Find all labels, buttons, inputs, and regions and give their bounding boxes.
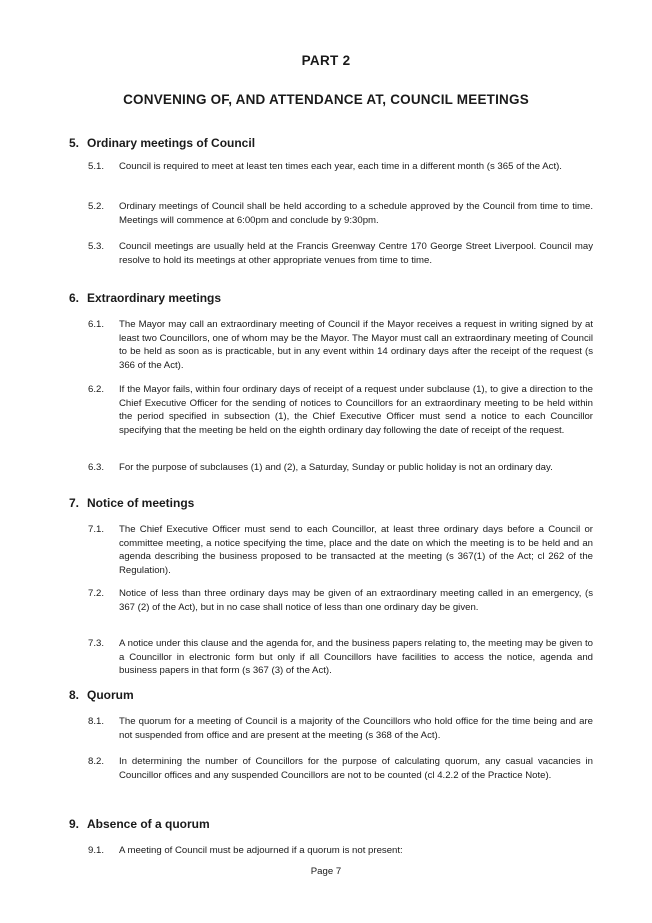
clause-text: The Mayor may call an extraordinary meeting of Council if the Mayor receives a request in writing signed by at least two Councillors, one of whom may be the Mayor. The Mayor must call an extraordinary meeting of Council to be held as soon as is practicable, but in any event within 14 ordinary days after the receipt of the request (s 366 of the Act). (119, 319, 593, 371)
clause-number: 6.1. (88, 319, 105, 330)
section-6-heading (69, 291, 609, 305)
section-7-heading (69, 496, 609, 510)
clause-number: 8.1. (88, 716, 105, 727)
clause-number: 7.2. (88, 588, 105, 599)
clause-text: A meeting of Council must be adjourned if a quorum is not present: (119, 845, 403, 856)
clause-number: 5.2. (88, 201, 105, 212)
clause-text: Ordinary meetings of Council shall be held according to a schedule approved by the Council from time to time. Meetings will commence at 6:00pm and conclude by 9:30pm. (119, 201, 593, 226)
clause-7-2 (88, 587, 593, 614)
section-number: 9. (69, 817, 80, 831)
clause-text: The quorum for a meeting of Council is a majority of the Councillors who hold office for the time being and are not suspended from office and are present at the meeting (s 368 of the Act). (119, 716, 593, 741)
section-number: 5. (69, 136, 80, 150)
section-9-heading (69, 817, 609, 831)
clause-8-1 (88, 715, 593, 742)
part-heading: PART 2 (301, 53, 351, 68)
section-8-heading (69, 688, 609, 702)
clause-number: 7.1. (88, 524, 105, 535)
clause-6-1 (88, 318, 593, 372)
clause-6-3 (88, 461, 593, 475)
clause-number: 7.3. (88, 638, 105, 649)
clause-number: 8.2. (88, 756, 105, 767)
section-title: Extraordinary meetings (87, 291, 222, 305)
clause-7-1 (88, 523, 593, 577)
page-number: Page 7 (310, 866, 342, 877)
clause-number: 5.3. (88, 241, 105, 252)
clause-5-3 (88, 240, 593, 267)
section-title: Quorum (87, 688, 134, 702)
clause-text: Notice of less than three ordinary days may be given of an extraordinary meeting called in an emergency, (s 367 (2) of the Act), but in no case shall notice of less than one ordinary day be given. (119, 588, 593, 613)
clause-text: A notice under this clause and the agenda for, and the business papers relating to, the meeting may be given to a Councillor in electronic form but only if all Councillors have facilities to access the notice, agenda and business papers in that form (s 367 (3) of the Act). (119, 638, 593, 676)
clause-9-1 (88, 844, 593, 858)
section-title: Absence of a quorum (87, 817, 210, 831)
clause-text: For the purpose of subclauses (1) and (2), a Saturday, Sunday or public holiday is not an ordinary day. (119, 462, 553, 473)
section-number: 8. (69, 688, 80, 702)
clause-5-1 (88, 160, 593, 174)
section-number: 7. (69, 496, 80, 510)
section-title: Ordinary meetings of Council (87, 136, 256, 150)
clause-text: Council meetings are usually held at the Francis Greenway Centre 170 George Street Liverpool. Council may resolve to hold its meetings at other appropriate venues from time to time. (119, 241, 593, 266)
clause-number: 6.2. (88, 384, 105, 395)
clause-8-2 (88, 755, 593, 782)
clause-number: 5.1. (88, 161, 105, 172)
clause-text: If the Mayor fails, within four ordinary days of receipt of a request under subclause (1), to give a direction to the Chief Executive Officer for the sending of notices to Councillors for an extraordinary meeting to be held within the period specified in subsection (1), the Chief Executive Officer must send a notice to each Councillor specifying that the meeting be held on the eighth ordinary day following the date of receipt of the request. (119, 384, 593, 436)
clause-7-3 (88, 637, 593, 678)
section-number: 6. (69, 291, 80, 305)
clause-text: Council is required to meet at least ten times each year, each time in a different month (s 365 of the Act). (119, 161, 562, 172)
section-title: Notice of meetings (87, 496, 195, 510)
clause-number: 9.1. (88, 845, 105, 856)
clause-5-2 (88, 200, 593, 227)
clause-text: In determining the number of Councillors for the purpose of calculating quorum, any casual vacancies in Councillor offices and any suspended Councillors are not to be counted (cl 4.2.2 of the Practice Note). (119, 756, 593, 781)
page-title: CONVENING OF, AND ATTENDANCE AT, COUNCIL MEETINGS (123, 92, 529, 107)
clause-6-2 (88, 383, 593, 437)
section-5-heading (69, 136, 609, 150)
clause-text: The Chief Executive Officer must send to each Councillor, at least three ordinary days before a Council or committee meeting, a notice specifying the time, place and the date on which the meeting is to be held and an agenda describing the business proposed to be transacted at the meeting (s 367(1) of the Act; cl 262 of the Regulation). (119, 524, 593, 576)
clause-number: 6.3. (88, 462, 105, 473)
